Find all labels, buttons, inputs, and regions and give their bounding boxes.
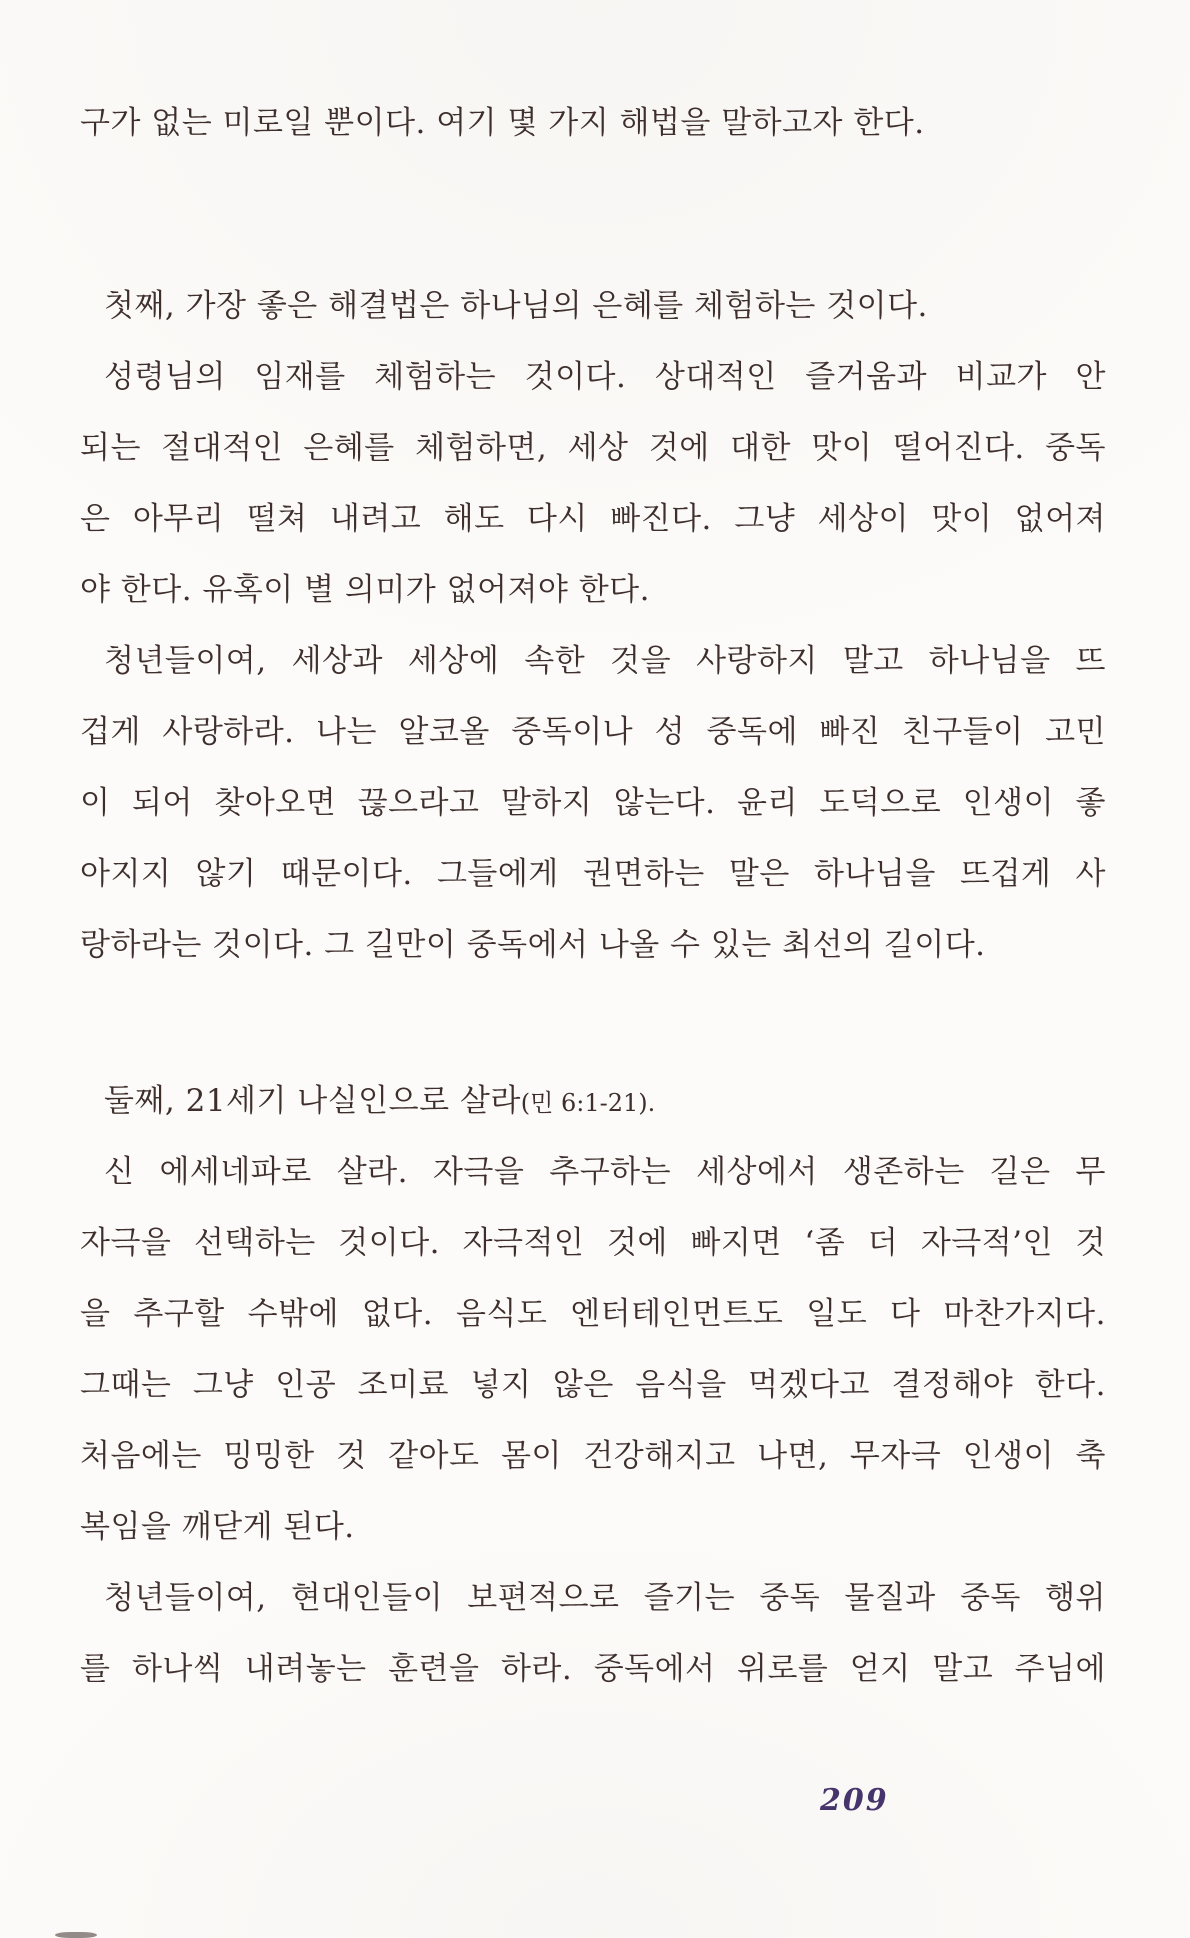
text-line-content: 은 아무리 떨쳐 내려고 해도 다시 빠진다. 그냥 세상이 맛이 없어져 bbox=[80, 501, 1106, 537]
scripture-reference: (민 6:1-21). bbox=[520, 1089, 656, 1117]
text-line bbox=[80, 1492, 1106, 1563]
text-line bbox=[80, 555, 1106, 626]
text-line-content: 되는 절대적인 은혜를 체험하면, 세상 것에 대한 맛이 떨어진다. 중독 bbox=[80, 430, 1106, 466]
text-line-content: 야 한다. 유혹이 별 의미가 없어져야 한다. bbox=[80, 572, 650, 608]
scan-artifact bbox=[55, 1932, 97, 1938]
text-line bbox=[80, 413, 1106, 484]
text-line bbox=[80, 484, 1106, 555]
text-line bbox=[80, 626, 1106, 697]
text-line bbox=[80, 1208, 1106, 1279]
text-line bbox=[80, 88, 1106, 159]
text-line bbox=[80, 839, 1106, 910]
page-text bbox=[80, 88, 1106, 1705]
text-line-content: 구가 없는 미로일 뿐이다. 여기 몇 가지 해법을 말하고자 한다. bbox=[80, 105, 925, 141]
text-line-content: 그때는 그냥 인공 조미료 넣지 않은 음식을 먹겠다고 결정해야 한다. bbox=[80, 1367, 1106, 1403]
text-line-content: 청년들이여, 현대인들이 보편적으로 즐기는 중독 물질과 중독 행위 bbox=[104, 1580, 1106, 1616]
text-line bbox=[80, 1279, 1106, 1350]
text-line bbox=[80, 1563, 1106, 1634]
text-line-content: 자극을 선택하는 것이다. 자극적인 것에 빠지면 ‘좀 더 자극적’인 것 bbox=[80, 1225, 1106, 1261]
text-line-content: 첫째, 가장 좋은 해결법은 하나님의 은혜를 체험하는 것이다. bbox=[104, 288, 928, 324]
text-line bbox=[80, 1066, 1106, 1137]
text-line bbox=[80, 271, 1106, 342]
text-line-content: 성령님의 임재를 체험하는 것이다. 상대적인 즐거움과 비교가 안 bbox=[104, 359, 1106, 395]
text-line bbox=[80, 1137, 1106, 1208]
text-line bbox=[80, 1421, 1106, 1492]
text-line-content: 를 하나씩 내려놓는 훈련을 하라. 중독에서 위로를 얻지 말고 주님에 bbox=[80, 1651, 1106, 1687]
page-number: 209 bbox=[820, 1783, 889, 1818]
text-line-content: 신 에세네파로 살라. 자극을 추구하는 세상에서 생존하는 길은 무 bbox=[104, 1154, 1106, 1190]
text-line-content: 처음에는 밍밍한 것 같아도 몸이 건강해지고 나면, 무자극 인생이 축 bbox=[80, 1438, 1106, 1474]
text-line-content: 아지지 않기 때문이다. 그들에게 권면하는 말은 하나님을 뜨겁게 사 bbox=[80, 856, 1106, 892]
text-line-content: 둘째, 21세기 나실인으로 살라 bbox=[104, 1083, 521, 1119]
text-line bbox=[80, 697, 1106, 768]
text-line-content: 이 되어 찾아오면 끊으라고 말하지 않는다. 윤리 도덕으로 인생이 좋 bbox=[80, 785, 1106, 821]
text-line bbox=[80, 342, 1106, 413]
text-line-content: 을 추구할 수밖에 없다. 음식도 엔터테인먼트도 일도 다 마찬가지다. bbox=[80, 1296, 1106, 1332]
text-line bbox=[80, 1350, 1106, 1421]
text-line bbox=[80, 910, 1106, 981]
text-line-content: 청년들이여, 세상과 세상에 속한 것을 사랑하지 말고 하나님을 뜨 bbox=[104, 643, 1106, 679]
text-line-content: 복임을 깨닫게 된다. bbox=[80, 1509, 355, 1545]
text-line-content: 겁게 사랑하라. 나는 알코올 중독이나 성 중독에 빠진 친구들이 고민 bbox=[80, 714, 1106, 750]
text-line bbox=[80, 768, 1106, 839]
text-line bbox=[80, 1634, 1106, 1705]
text-line-content: 랑하라는 것이다. 그 길만이 중독에서 나올 수 있는 최선의 길이다. bbox=[80, 927, 986, 963]
